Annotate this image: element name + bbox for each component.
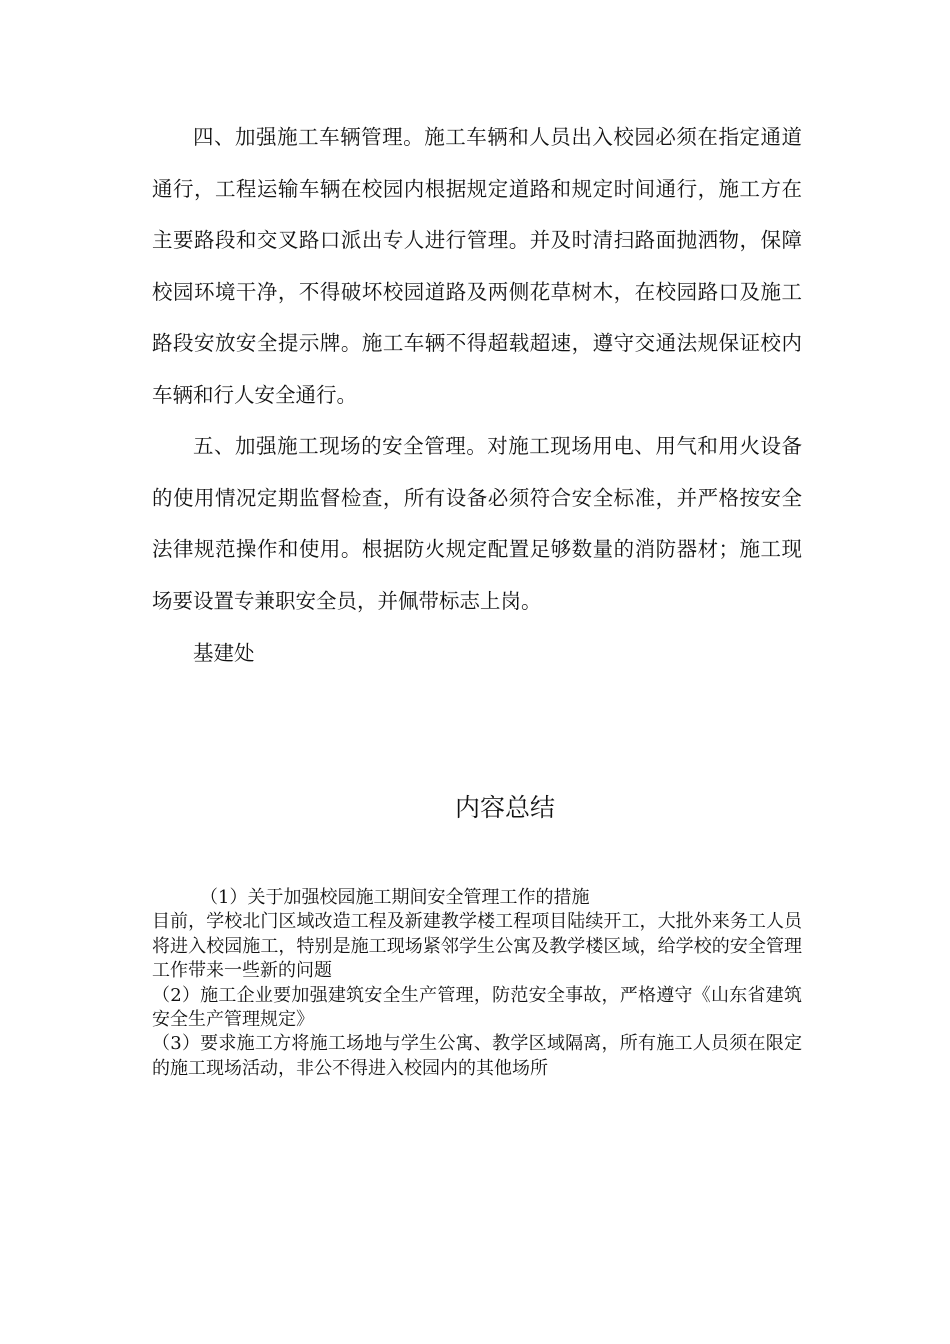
summary-line-item-3: （3）要求施工方将施工场地与学生公寓、教学区域隔离，所有施工人员须在限定的施工现场活动，非公不得进入校园内的其他场所 bbox=[152, 1033, 802, 1079]
summary-line-background: 目前，学校北门区域改造工程及新建教学楼工程项目陆续开工，大批外来务工人员将进入校园施工，特别是施工现场紧邻学生公寓及教学楼区域，给学校的安全管理工作带来一些新的问题 bbox=[152, 911, 802, 982]
signature-department: 基建处 bbox=[193, 641, 255, 665]
paragraph-site-safety-management: 五、加强施工现场的安全管理。对施工现场用电、用气和用火设备的使用情况定期监督检查，所有设备必须符合安全标准，并严格按安全法律规范操作和使用。根据防火规定配置足够数量的消防器材；施工现场要设置专兼职安全员，并佩带标志上岗。 bbox=[152, 434, 802, 613]
summary-intro: （1）关于加强校园施工期间安全管理工作的措施 bbox=[200, 887, 590, 908]
summary-section bbox=[152, 886, 802, 1081]
summary-line-item-2: （2）施工企业要加强建筑安全生产管理，防范安全事故，严格遵守《山东省建筑安全生产管理规定》 bbox=[152, 984, 802, 1031]
summary-title: 内容总结 bbox=[454, 793, 555, 822]
paragraph-vehicle-management: 四、加强施工车辆管理。施工车辆和人员出入校园必须在指定通道通行，工程运输车辆在校园内根据规定道路和规定时间通行，施工方在主要路段和交叉路口派出专人进行管理。并及时清扫路面抛洒物，保障校园环境干净，不得破坏校园道路及两侧花草树木，在校园路口及施工路段安放安全提示牌。施工车辆不得超载超速，遵守交通法规保证校内车辆和行人安全通行。 bbox=[152, 125, 802, 407]
